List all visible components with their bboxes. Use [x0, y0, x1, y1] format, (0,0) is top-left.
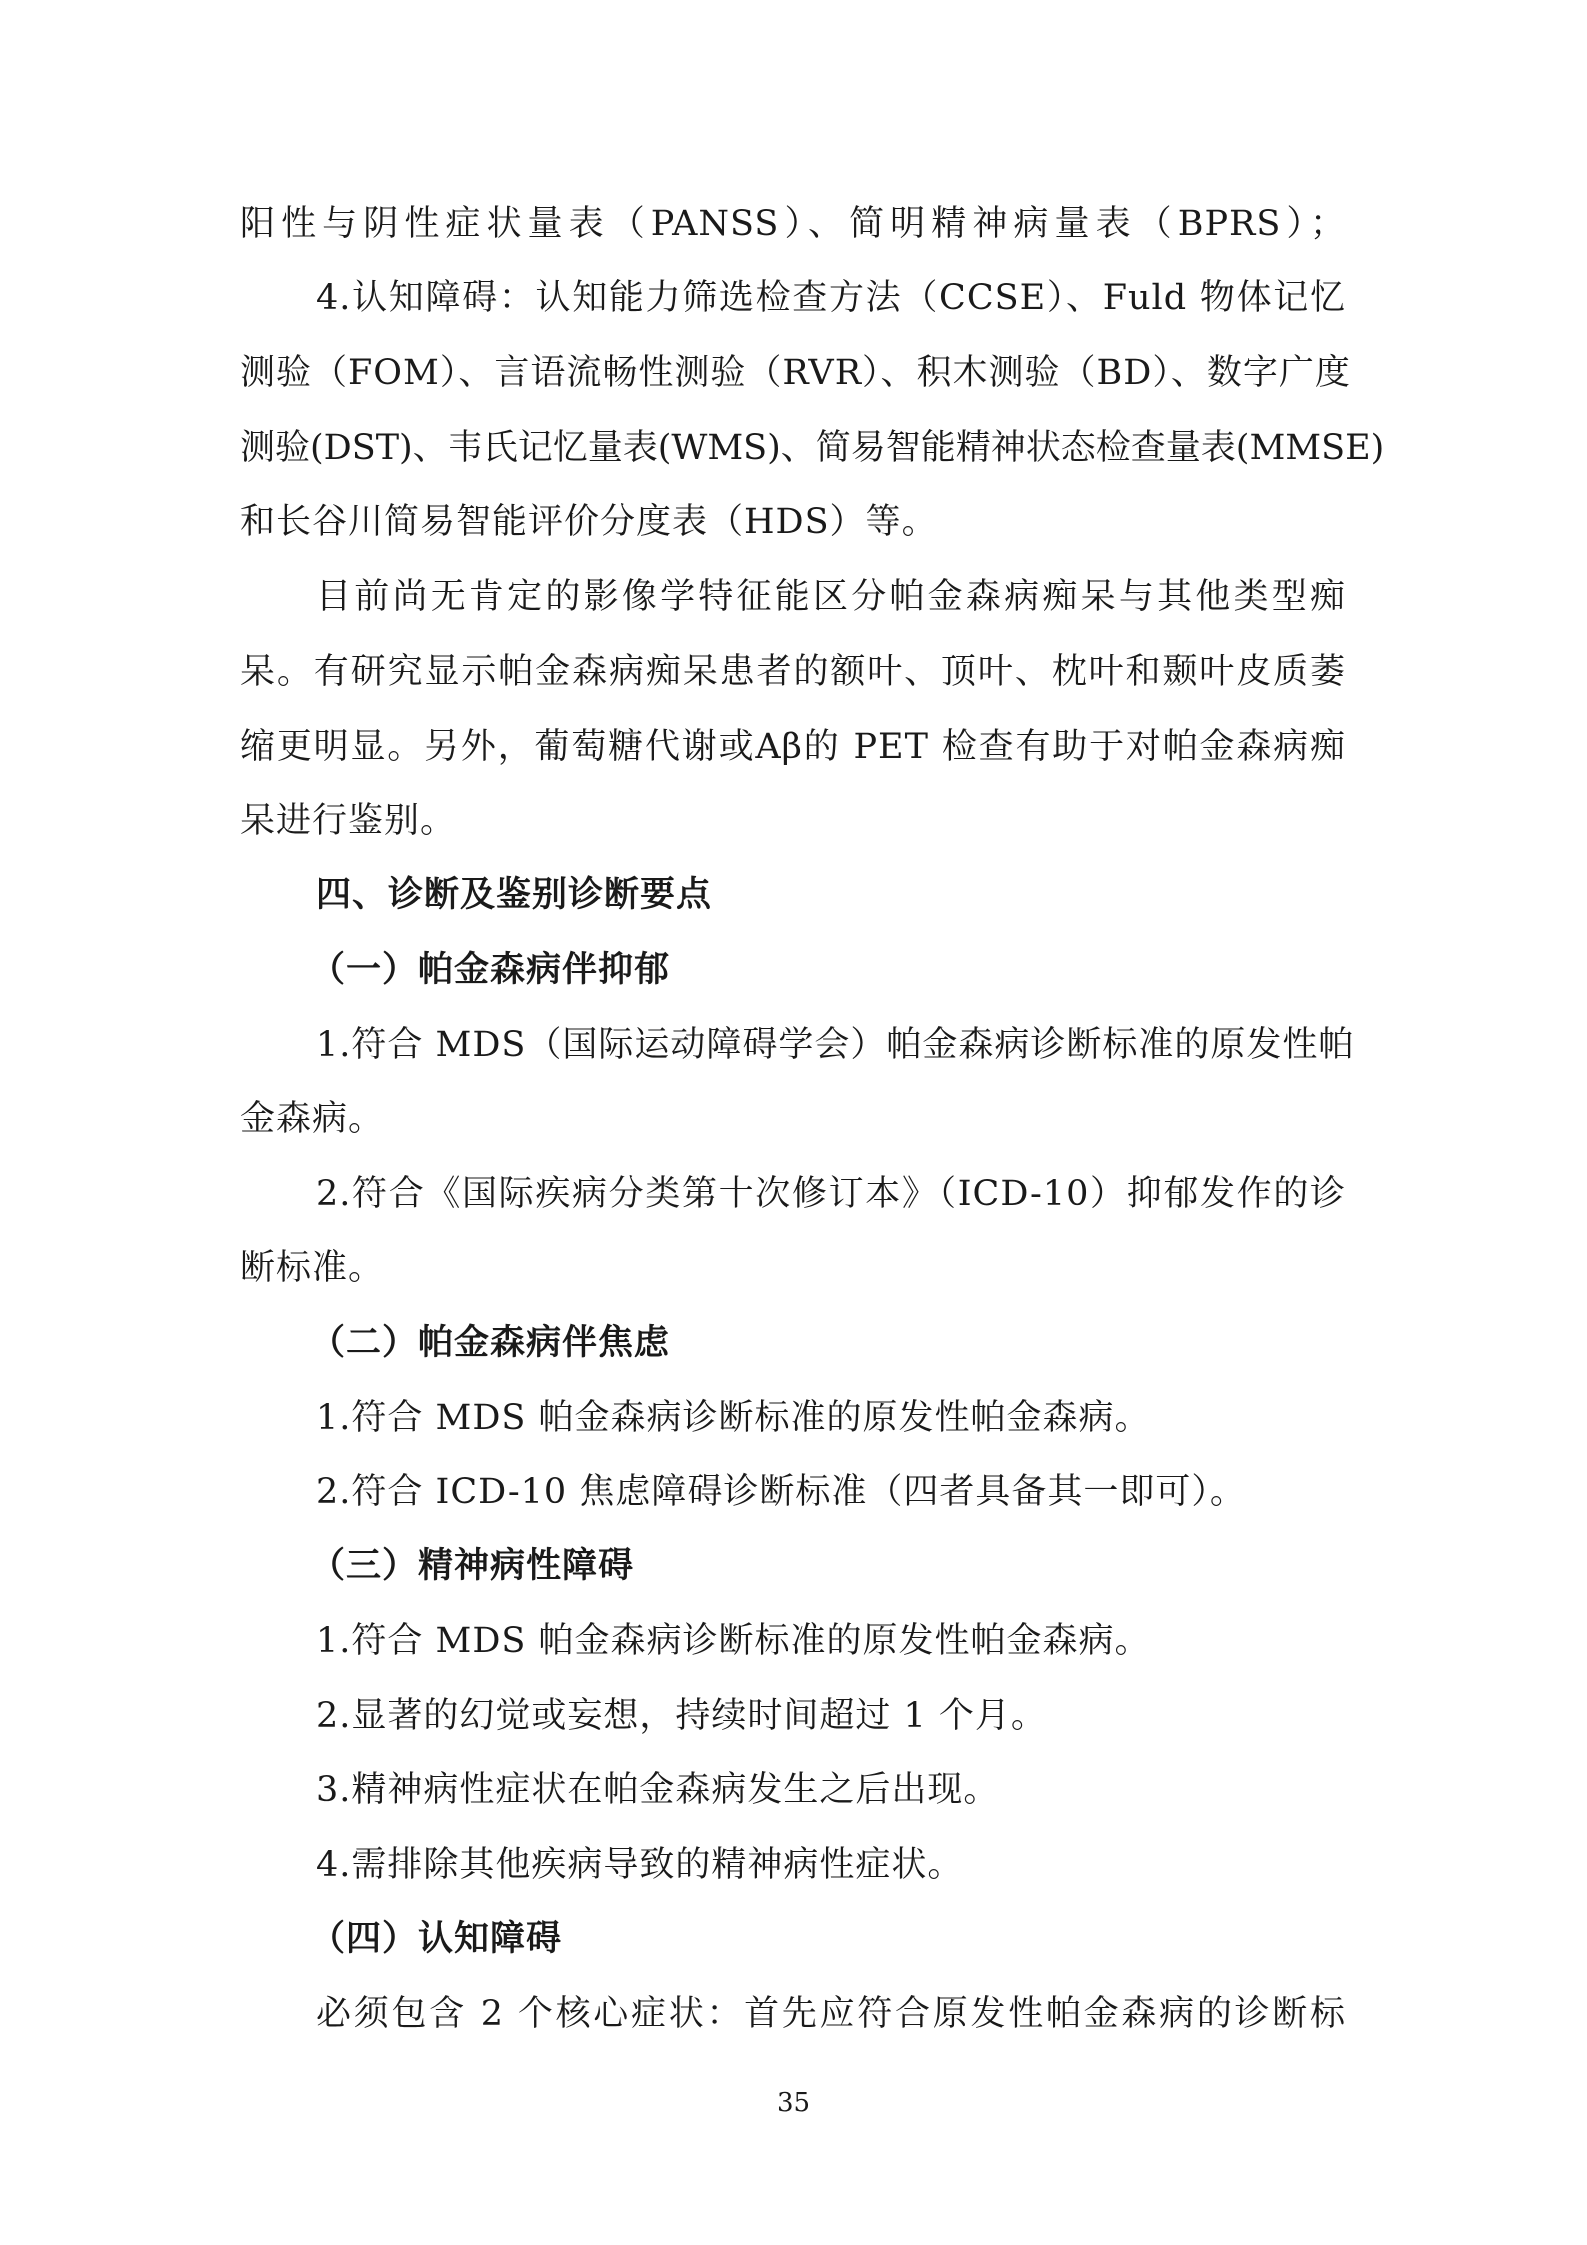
- text-line: 1.符合 MDS 帕金森病诊断标准的原发性帕金森病。: [316, 1398, 1151, 1438]
- subsection-heading: （三）精神病性障碍: [310, 1545, 635, 1586]
- text-line: 2.显著的幻觉或妄想，持续时间超过 1 个月。: [316, 1696, 1047, 1736]
- subsection-heading: （四）认知障碍: [310, 1918, 563, 1959]
- text-line: 1.符合 MDS 帕金森病诊断标准的原发性帕金森病。: [316, 1621, 1151, 1661]
- text-line: 3.精神病性症状在帕金森病发生之后出现。: [316, 1770, 1000, 1810]
- subsection-heading: （二）帕金森病伴焦虑: [310, 1322, 671, 1363]
- text-line: 2.符合 ICD-10 焦虑障碍诊断标准（四者具备其一即可）。: [316, 1472, 1246, 1512]
- text-line: 呆进行鉴别。: [240, 801, 457, 841]
- section-heading: 四、诊断及鉴别诊断要点: [316, 875, 713, 915]
- text-line: 测验(DST)、韦氏记忆量表(WMS)、简易智能精神状态检查量表(MMSE): [240, 428, 1385, 468]
- text-line: 2.符合《国际疾病分类第十次修订本》（ICD-10）抑郁发作的诊: [316, 1174, 1346, 1214]
- text-line: 断标准。: [240, 1248, 385, 1288]
- text-line: 缩更明显。另外，葡萄糖代谢或Aβ的 PET 检查有助于对帕金森病痴: [240, 727, 1346, 767]
- text-line: 4.需排除其他疾病导致的精神病性症状。: [316, 1845, 964, 1885]
- text-line: 测验（FOM）、言语流畅性测验（RVR）、积木测验（BD）、数字广度: [240, 353, 1351, 393]
- text-line: 金森病。: [240, 1099, 385, 1139]
- text-line: 呆。有研究显示帕金森病痴呆患者的额叶、顶叶、枕叶和颞叶皮质萎: [240, 652, 1346, 692]
- subsection-heading: （一）帕金森病伴抑郁: [310, 949, 671, 990]
- text-line: 和长谷川简易智能评价分度表（HDS）等。: [240, 502, 938, 542]
- page-number: 35: [776, 2088, 811, 2118]
- text-line: 目前尚无肯定的影像学特征能区分帕金森病痴呆与其他类型痴: [316, 577, 1346, 617]
- text-line: 1.符合 MDS（国际运动障碍学会）帕金森病诊断标准的原发性帕: [316, 1025, 1355, 1065]
- text-line: 必须包含 2 个核心症状：首先应符合原发性帕金森病的诊断标: [316, 1994, 1346, 2034]
- text-line: 4.认知障碍：认知能力筛选检查方法（CCSE）、Fuld 物体记忆: [316, 278, 1346, 318]
- text-line: 阳性与阴性症状量表（PANSS）、简明精神病量表（BPRS）；: [240, 204, 1346, 244]
